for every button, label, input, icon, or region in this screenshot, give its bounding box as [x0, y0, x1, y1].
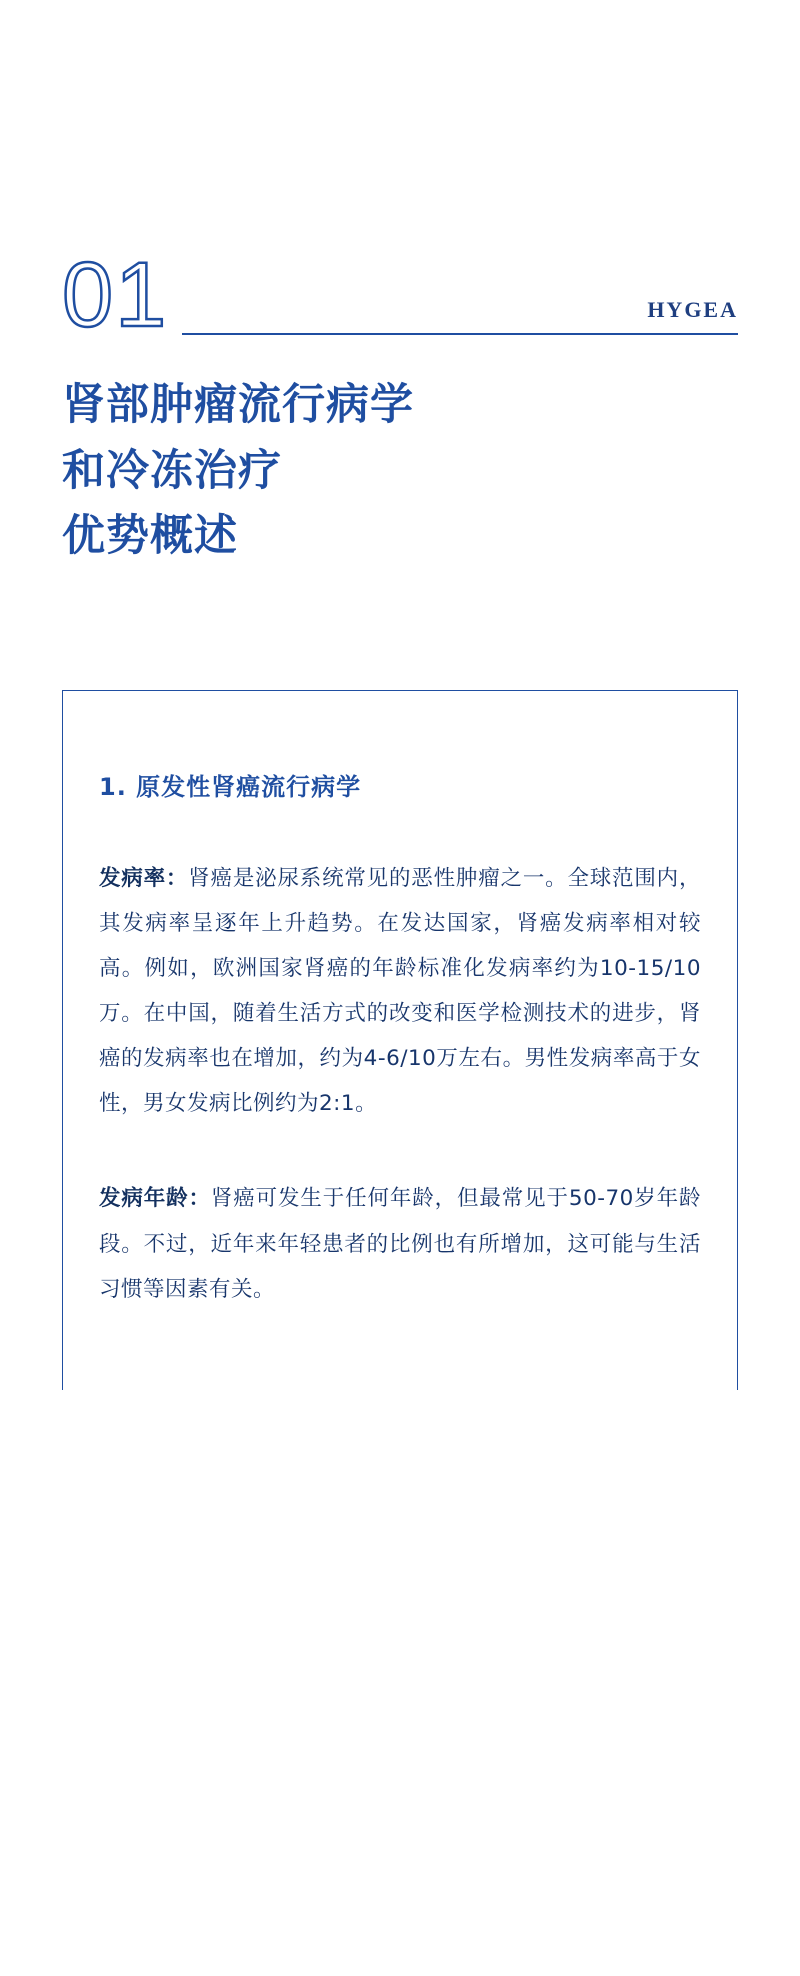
paragraph-incidence-rate [99, 856, 701, 1127]
title-line-1: 肾部肿瘤流行病学 [62, 380, 414, 431]
content-card [62, 690, 738, 1390]
paragraph-body-text: 肾癌是泌尿系统常见的恶性肿瘤之一。全球范围内，其发病率呈逐年上升趋势。在发达国家，肾癌发病率相对较高。例如，欧洲国家肾癌的年龄标准化发病率约为10-15/10万。在中国，随着生活方式的改变和医学检测技术的进步，肾癌的发病率也在增加，约为4-6/10万左右。男性发病率高于女性，男女发病比例约为2:1。 [99, 865, 701, 1117]
header-rule-area [182, 297, 738, 335]
brand-logo-text: HYGEA [647, 297, 738, 323]
title-line-2: 和冷冻治疗 [62, 445, 282, 496]
paragraph-onset-age [99, 1176, 701, 1311]
card-heading: 1. 原发性肾癌流行病学 [99, 772, 362, 801]
title-line-3: 优势概述 [62, 511, 238, 562]
paragraph-body-text: 肾癌可发生于任何年龄，但最常见于50-70岁年龄段。不过，近年来年轻患者的比例也有所增加，这可能与生活习惯等因素有关。 [99, 1186, 701, 1302]
section-header [62, 0, 738, 346]
header-divider [182, 333, 738, 335]
section-number: 01 [62, 244, 169, 346]
page-title [62, 373, 738, 569]
paragraph-lead-label: 发病年龄： [99, 1186, 211, 1212]
paragraph-lead-label: 发病率： [99, 865, 189, 891]
